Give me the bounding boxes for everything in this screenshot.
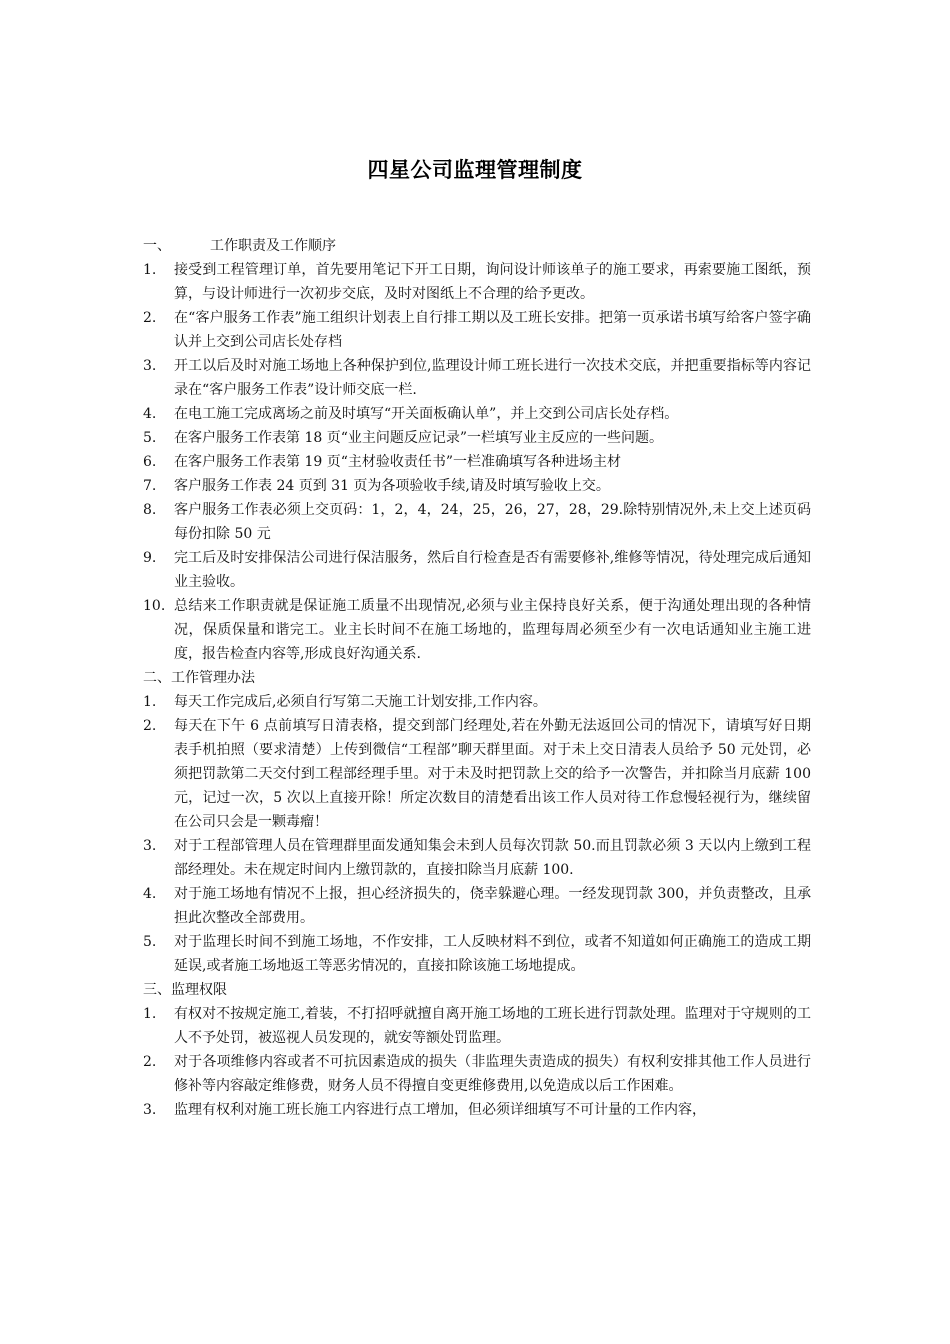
item-number: 1. [143,262,157,278]
list-item [143,1002,811,1050]
list-item [143,690,811,714]
item-number: 7. [143,478,157,494]
list-item [143,1050,811,1098]
item-text: 每天工作完成后,必须自行写第二天施工计划安排,工作内容。 [174,694,547,710]
list-item [143,1098,811,1122]
list-item [143,258,811,306]
section-heading [143,978,811,1002]
item-text: 有权对不按规定施工,着装，不打招呼就擅自离开施工场地的工班长进行罚款处理。监理对于守规则的工人不予处罚，被巡视人员发现的，就安等额处罚监理。 [174,1006,811,1046]
item-text: 客户服务工作表必须上交页码：1，2，4，24，25，26，27，28，29.除特别情况外,未上交上述页码每份扣除 50 元 [174,502,811,542]
item-number: 8. [143,502,157,518]
section-title: 工作职责及工作顺序 [210,238,336,254]
section-heading [143,666,811,690]
section-number: 一、 [143,238,171,254]
list-item [143,402,811,426]
item-number: 2. [143,1054,157,1070]
document-title: 四星公司监理管理制度 [367,158,583,182]
item-number: 9. [143,550,157,566]
item-number: 1. [143,1006,157,1022]
item-text: 接受到工程管理订单，首先要用笔记下开工日期，询问设计师该单子的施工要求，再索要施工图纸，预算，与设计师进行一次初步交底，及时对图纸上不合理的给予更改。 [174,262,811,302]
section-number: 三、 [143,982,171,998]
item-number: 6. [143,454,157,470]
item-number: 1. [143,694,157,710]
item-text: 在“客户服务工作表”施工组织计划表上自行排工期以及工班长安排。把第一页承诺书填写给客户签字确认并上交到公司店长处存档 [174,310,811,350]
item-text: 对于工程部管理人员在管理群里面发通知集会未到人员每次罚款 50.而且罚款必须 3 天以内上缴到工程部经理处。未在规定时间内上缴罚款的，直接扣除当月底薪 100. [174,838,811,878]
list-item [143,834,811,882]
item-text: 对于施工场地有情况不上报，担心经济损失的，侥幸躲避心理。一经发现罚款 300，并负责整改，且承担此次整改全部费用。 [174,886,811,926]
item-number: 3. [143,358,157,374]
item-text: 开工以后及时对施工场地上各种保护到位,监理设计师工班长进行一次技术交底，并把重要指标等内容记录在“客户服务工作表”设计师交底一栏. [174,358,811,398]
section-title: 监理权限 [171,982,227,998]
section-number: 二、 [143,670,171,686]
item-number: 2. [143,718,157,734]
item-text: 对于监理长时间不到施工场地，不作安排，工人反映材料不到位，或者不知道如何正确施工的造成工期延误,或者施工场地返工等恶劣情况的，直接扣除该施工场地提成。 [174,934,811,974]
item-number: 4. [143,886,157,902]
document-body [143,234,811,1122]
item-number: 10. [143,598,166,614]
list-item [143,450,811,474]
item-number: 5. [143,934,157,950]
list-item [143,498,811,546]
item-number: 4. [143,406,157,422]
list-item [143,306,811,354]
item-number: 3. [143,1102,157,1118]
list-item [143,426,811,450]
item-text: 在客户服务工作表第 19 页“主材验收责任书”一栏准确填写各种进场主材 [174,454,622,470]
item-text: 在客户服务工作表第 18 页“业主问题反应记录”一栏填写业主反应的一些问题。 [174,430,664,446]
list-item [143,546,811,594]
list-item [143,354,811,402]
list-item [143,714,811,834]
item-number: 3. [143,838,157,854]
list-item [143,930,811,978]
item-text: 监理有权利对施工班长施工内容进行点工增加，但必须详细填写不可计量的工作内容， [174,1102,706,1118]
section-title: 工作管理办法 [171,670,255,686]
list-item [143,474,811,498]
item-text: 每天在下午 6 点前填写日清表格，提交到部门经理处,若在外勤无法返回公司的情况下，请填写好日期表手机拍照（要求清楚）上传到微信“工程部”聊天群里面。对于未上交日清表人员给予 50 元处罚，必须把罚款第二天交付到工程部经理手里。对于未及时把罚款上交的给予一次警告，并扣除当月底薪 100 元，记过一次，5 次以上直接开除！所定次数目的清楚看出该工作人员对待工作怠慢轻视行为，继续留在公司只会是一颗毒瘤！ [174,718,811,830]
section-heading [143,234,811,258]
item-number: 5. [143,430,157,446]
item-text: 完工后及时安排保洁公司进行保洁服务，然后自行检查是否有需要修补,维修等情况，待处理完成后通知业主验收。 [174,550,811,590]
item-text: 总结来工作职责就是保证施工质量不出现情况,必须与业主保持良好关系，便于沟通处理出现的各种情况，保质保量和谐完工。业主长时间不在施工场地的，监理每周必须至少有一次电话通知业主施工进度，报告检查内容等,形成良好沟通关系. [174,598,811,662]
item-number: 2. [143,310,157,326]
item-text: 客户服务工作表 24 页到 31 页为各项验收手续,请及时填写验收上交。 [174,478,610,494]
item-text: 对于各项维修内容或者不可抗因素造成的损失（非监理失责造成的损失）有权利安排其他工作人员进行修补等内容敲定维修费，财务人员不得擅自变更维修费用,以免造成以后工作困难。 [174,1054,811,1094]
list-item [143,594,811,666]
item-text: 在电工施工完成离场之前及时填写“开关面板确认单”，并上交到公司店长处存档。 [174,406,679,422]
list-item [143,882,811,930]
